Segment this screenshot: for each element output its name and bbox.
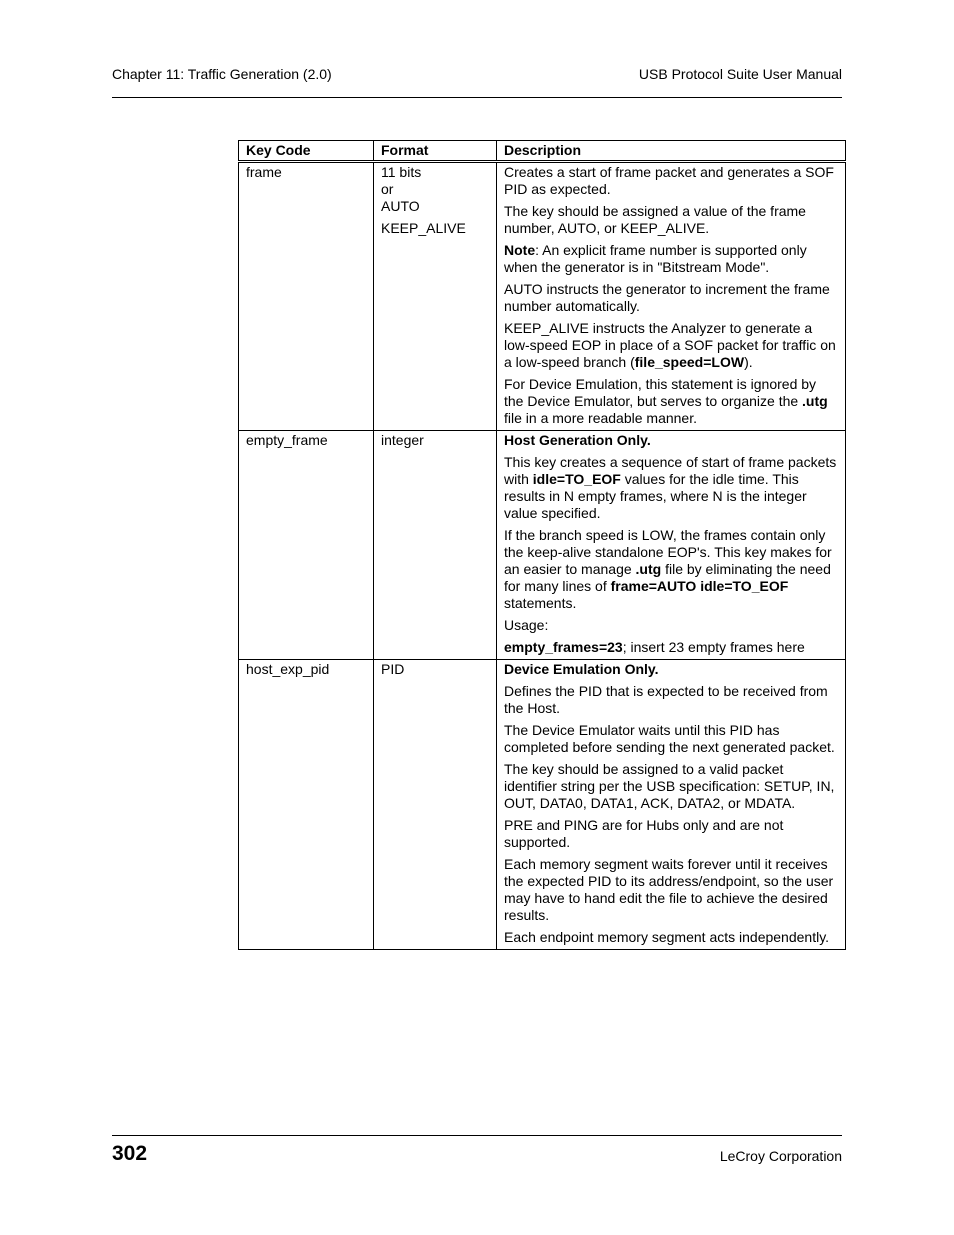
column-header-format: Format: [374, 141, 497, 162]
description-cell: [497, 660, 846, 950]
page-number: 302: [112, 1142, 148, 1165]
description-paragraph: Defines the PID that is expected to be received from the Host.: [504, 683, 828, 716]
table-header-row: [239, 141, 846, 162]
footer-rule: [112, 1135, 842, 1136]
code-term: idle=TO_EOF: [532, 471, 621, 487]
description-paragraph: The Device Emulator waits until this PID has completed before sending the next generated packet.: [504, 722, 835, 755]
note-label: Note: [504, 242, 536, 258]
code-term: empty_frames=23: [504, 639, 623, 655]
description-cell: [497, 431, 846, 660]
format-line: AUTO: [381, 198, 420, 214]
key-code-cell: frame: [239, 162, 374, 431]
format-cell: [374, 660, 497, 950]
format-line: KEEP_ALIVE: [381, 220, 466, 236]
table-row-empty-frame: [239, 431, 846, 660]
footer-company: LeCroy Corporation: [719, 1148, 842, 1164]
column-header-description: Description: [497, 141, 846, 162]
format-cell: [374, 431, 497, 660]
description-paragraph: Device Emulation Only.: [504, 661, 659, 677]
description-paragraph: For Device Emulation, this statement is ignored by the Device Emulator, but serves to organize the .utg file in a more readable manner.: [504, 376, 828, 426]
description-cell: [497, 162, 846, 431]
description-paragraph: The key should be assigned a value of the frame number, AUTO, or KEEP_ALIVE.: [504, 203, 806, 236]
key-code-cell: host_exp_pid: [239, 660, 374, 950]
key-code-cell: empty_frame: [239, 431, 374, 660]
description-paragraph: Usage:: [504, 617, 549, 633]
description-paragraph: empty_frames=23; insert 23 empty frames here: [504, 639, 805, 655]
description-paragraph: Each memory segment waits forever until it receives the expected PID to its address/endpoint, so the user may have to hand edit the file to achieve the desired results.: [504, 856, 834, 923]
description-paragraph: This key creates a sequence of start of frame packets with idle=TO_EOF values for the idle time. This results in N empty frames, where N is the integer value specified.: [504, 454, 837, 521]
table-row-host-exp-pid: [239, 660, 846, 950]
running-header-manual-title: USB Protocol Suite User Manual: [638, 66, 842, 82]
code-term: .utg: [802, 393, 828, 409]
format-cell: [374, 162, 497, 431]
format-line: integer: [381, 432, 424, 448]
code-term: file_speed=LOW: [634, 354, 745, 370]
description-paragraph: The key should be assigned to a valid packet identifier string per the USB specification: SETUP, IN, OUT, DATA0, DATA1, ACK, DATA2, or MDATA.: [504, 761, 835, 811]
description-paragraph: PRE and PING are for Hubs only and are not supported.: [504, 817, 784, 850]
format-line: or: [381, 181, 394, 197]
format-line: PID: [381, 661, 405, 677]
code-term: frame=AUTO idle=TO_EOF: [610, 578, 789, 594]
description-paragraph: If the branch speed is LOW, the frames contain only the keep-alive standalone EOP's. This key makes for an easier to manage .utg file by eliminating the need for many lines of frame=AUTO idle=TO_EOF statements.: [504, 527, 832, 611]
running-header-chapter: Chapter 11: Traffic Generation (2.0): [112, 66, 332, 82]
header-rule: [112, 97, 842, 98]
format-line: 11 bits: [381, 164, 422, 180]
description-paragraph: Each endpoint memory segment acts independently.: [504, 929, 830, 945]
column-header-key-code: Key Code: [239, 141, 374, 162]
code-term: .utg: [635, 561, 662, 577]
key-code-table: [238, 140, 846, 950]
description-paragraph: Host Generation Only.: [504, 432, 651, 448]
table-row-frame: [239, 162, 846, 431]
description-paragraph: Creates a start of frame packet and generates a SOF PID as expected.: [504, 164, 834, 197]
description-paragraph: KEEP_ALIVE instructs the Analyzer to generate a low-speed EOP in place of a SOF packet for traffic on a low-speed branch (file_speed=LOW).: [504, 320, 836, 370]
description-paragraph: Note: An explicit frame number is supported only when the generator is in "Bitstream Mode".: [504, 242, 807, 275]
description-paragraph: AUTO instructs the generator to increment the frame number automatically.: [504, 281, 830, 314]
